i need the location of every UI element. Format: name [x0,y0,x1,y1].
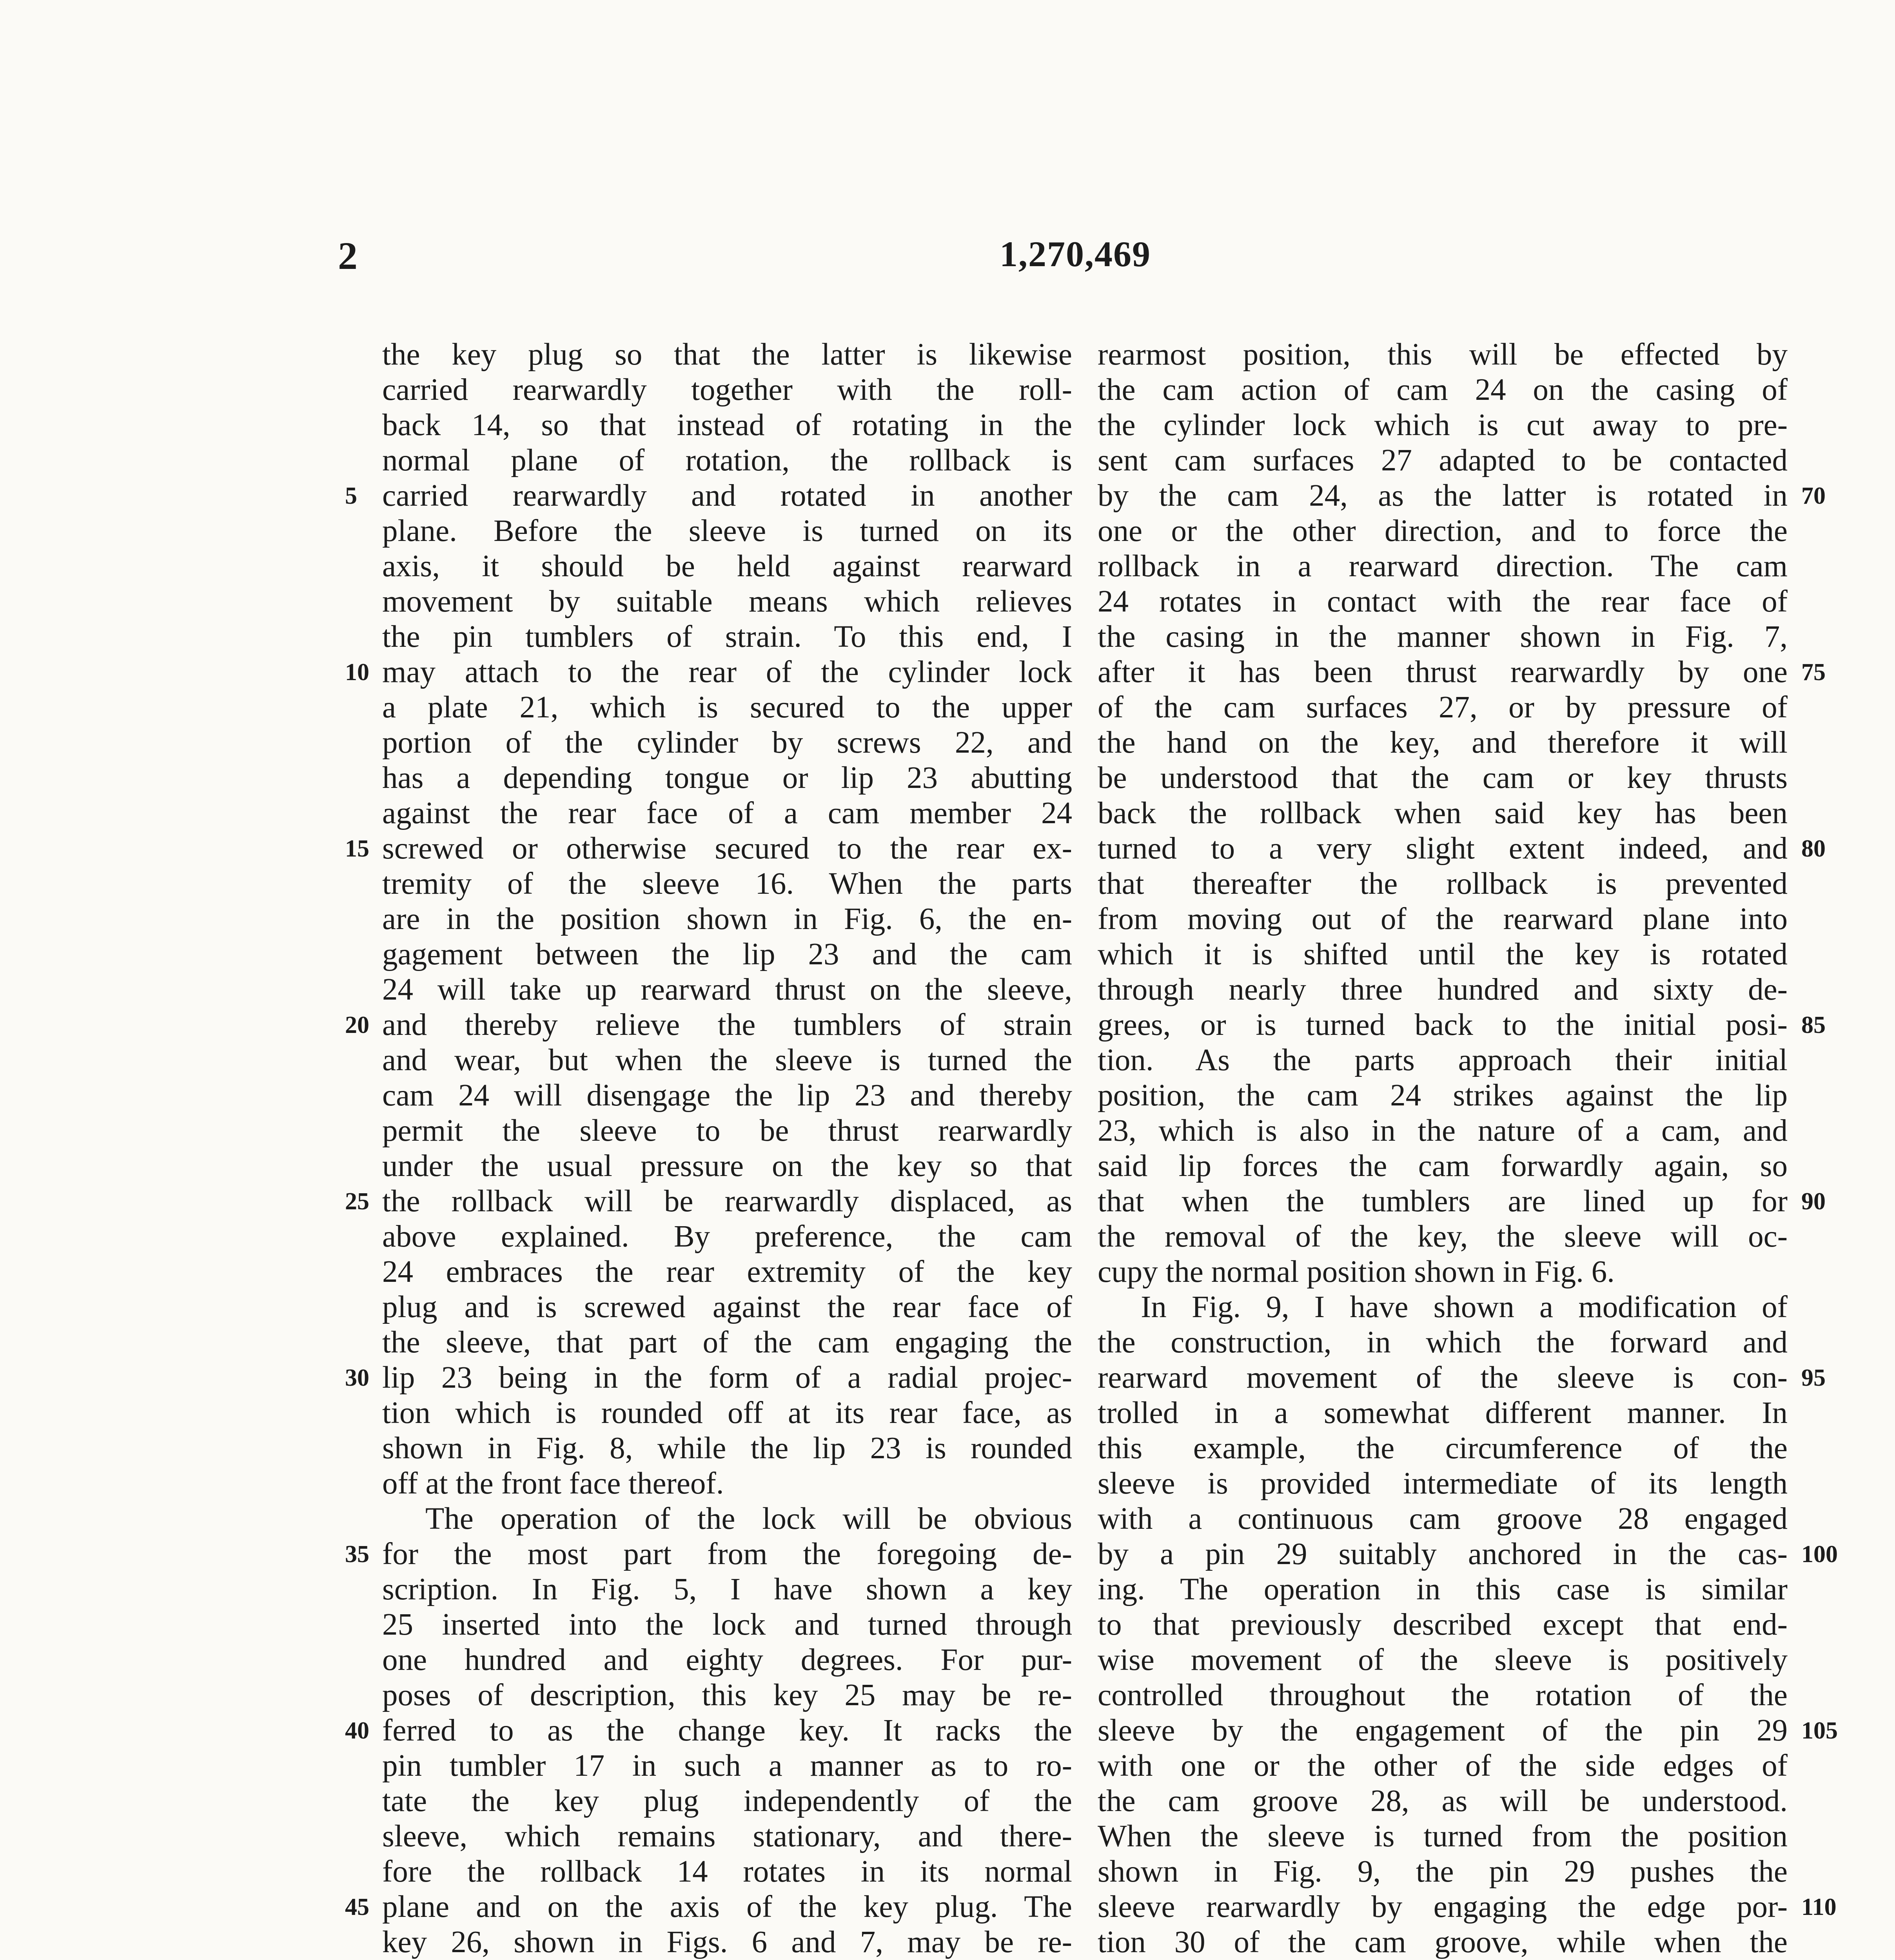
text-line: has a depending tongue or lip 23 abutting [382,761,1072,795]
text-line: tremity of the sleeve 16. When the parts [382,867,1072,901]
line-number: 5 [345,483,357,509]
text-line: one hundred and eighty degrees. For pur- [382,1643,1072,1677]
text-line: that when the tumblers are lined up for [1098,1184,1788,1218]
text-line: sleeve is provided intermediate of its length [1098,1466,1788,1501]
text-line: sleeve by the engagement of the pin 29 [1098,1713,1788,1748]
text-line: tate the key plug independently of the [382,1784,1072,1818]
text-line: one or the other direction, and to force the [1098,514,1788,548]
text-line: the rollback will be rearwardly displaced, as [382,1184,1072,1218]
text-line: rollback in a rearward direction. The cam [1098,549,1788,583]
text-line: the sleeve, that part of the cam engaging the [382,1325,1072,1359]
text-line: wise movement of the sleeve is positively [1098,1643,1788,1677]
text-line: normal plane of rotation, the rollback is [382,443,1072,477]
text-line: and wear, but when the sleeve is turned the [382,1043,1072,1077]
text-line: may attach to the rear of the cylinder lock [382,655,1072,689]
text-line: back the rollback when said key has been [1098,796,1788,830]
text-line: this example, the circumference of the [1098,1431,1788,1465]
line-number: 95 [1801,1365,1826,1391]
text-line: movement by suitable means which relieves [382,584,1072,619]
text-line: rearmost position, this will be effected by [1098,338,1788,372]
text-line: rearward movement of the sleeve is con- [1098,1361,1788,1395]
patent-number: 1,270,469 [1000,234,1151,274]
text-line: the pin tumblers of strain. To this end, I [382,620,1072,654]
text-line: the hand on the key, and therefore it will [1098,726,1788,760]
line-number: 10 [345,659,369,686]
text-line: scription. In Fig. 5, I have shown a key [382,1572,1072,1606]
text-line: cupy the normal position shown in Fig. 6. [1098,1255,1615,1289]
text-line: after it has been thrust rearwardly by one [1098,655,1788,689]
text-line: plane. Before the sleeve is turned on its [382,514,1072,548]
line-number: 20 [345,1012,369,1038]
line-number: 85 [1801,1012,1826,1038]
text-line: the cylinder lock which is cut away to pre- [1098,408,1788,442]
text-line: tion 30 of the cam groove, while when the [1098,1925,1788,1959]
text-line: poses of description, this key 25 may be re- [382,1678,1072,1712]
text-line: to that previously described except that end- [1098,1608,1788,1642]
text-line: carried rearwardly and rotated in another [382,479,1072,513]
text-line: ing. The operation in this case is similar [1098,1572,1788,1606]
line-number: 30 [345,1365,369,1391]
text-line: lip 23 being in the form of a radial projec- [382,1361,1072,1395]
line-number: 15 [345,835,369,862]
line-number: 35 [345,1541,369,1568]
text-line: sent cam surfaces 27 adapted to be contacted [1098,443,1788,477]
line-number: 110 [1801,1894,1837,1920]
text-line: shown in Fig. 9, the pin 29 pushes the [1098,1855,1788,1889]
text-line: 24 will take up rearward thrust on the sleeve, [382,973,1072,1007]
text-line: by a pin 29 suitably anchored in the cas- [1098,1537,1788,1571]
text-line: the construction, in which the forward and [1098,1325,1788,1359]
text-line: trolled in a somewhat different manner. In [1098,1396,1788,1430]
text-line: turned to a very slight extent indeed, and [1098,831,1788,866]
text-line: portion of the cylinder by screws 22, and [382,726,1072,760]
text-line: through nearly three hundred and sixty de- [1098,973,1788,1007]
text-line: for the most part from the foregoing de- [382,1537,1072,1571]
line-number: 40 [345,1717,369,1744]
text-line: cam 24 will disengage the lip 23 and thereby [382,1078,1072,1112]
text-line: back 14, so that instead of rotating in the [382,408,1072,442]
text-line: gagement between the lip 23 and the cam [382,937,1072,971]
text-line: sleeve rearwardly by engaging the edge por- [1098,1890,1788,1924]
text-line: are in the position shown in Fig. 6, the en- [382,902,1072,936]
text-line: tion which is rounded off at its rear face, as [382,1396,1072,1430]
line-number: 100 [1801,1541,1838,1568]
text-line: key 26, shown in Figs. 6 and 7, may be re- [382,1925,1072,1959]
text-line: 24 embraces the rear extremity of the key [382,1255,1072,1289]
text-line: the key plug so that the latter is likewise [382,338,1072,372]
text-line: the cam action of cam 24 on the casing of [1098,373,1788,407]
text-line: grees, or is turned back to the initial posi- [1098,1008,1788,1042]
text-line: the removal of the key, the sleeve will oc- [1098,1220,1788,1254]
line-number: 105 [1801,1717,1838,1744]
text-line: 23, which is also in the nature of a cam, and [1098,1114,1788,1148]
text-line: of the cam surfaces 27, or by pressure of [1098,690,1788,724]
page-number: 2 [338,234,358,278]
text-line: the casing in the manner shown in Fig. 7, [1098,620,1788,654]
line-number: 80 [1801,835,1826,862]
text-line: tion. As the parts approach their initial [1098,1043,1788,1077]
text-line: a plate 21, which is secured to the upper [382,690,1072,724]
text-line: which it is shifted until the key is rotated [1098,937,1788,971]
text-line: above explained. By preference, the cam [382,1220,1072,1254]
text-line: and thereby relieve the tumblers of strain [382,1008,1072,1042]
text-line: against the rear face of a cam member 24 [382,796,1072,830]
text-line: When the sleeve is turned from the position [1098,1819,1788,1853]
text-line: In Fig. 9, I have shown a modification of [1141,1290,1788,1324]
text-line: plug and is screwed against the rear face of [382,1290,1072,1324]
text-line: off at the front face thereof. [382,1466,724,1501]
text-line: under the usual pressure on the key so that [382,1149,1072,1183]
text-line: sleeve, which remains stationary, and there- [382,1819,1072,1853]
text-line: controlled throughout the rotation of the [1098,1678,1788,1712]
text-line: with a continuous cam groove 28 engaged [1098,1502,1788,1536]
text-line: carried rearwardly together with the roll- [382,373,1072,407]
left-text-column [382,337,1072,1960]
text-line: by the cam 24, as the latter is rotated in [1098,479,1788,513]
text-line: position, the cam 24 strikes against the lip [1098,1078,1788,1112]
text-line: plane and on the axis of the key plug. The [382,1890,1072,1924]
line-number: 75 [1801,659,1826,686]
text-line: the cam groove 28, as will be understood. [1098,1784,1788,1818]
text-line: with one or the other of the side edges of [1098,1749,1788,1783]
text-line: The operation of the lock will be obvious [425,1502,1072,1536]
line-number: 45 [345,1894,369,1920]
text-line: said lip forces the cam forwardly again, so [1098,1149,1788,1183]
line-number: 90 [1801,1188,1826,1215]
text-line: pin tumbler 17 in such a manner as to ro- [382,1749,1072,1783]
text-line: from moving out of the rearward plane into [1098,902,1788,936]
text-line: 25 inserted into the lock and turned through [382,1608,1072,1642]
text-line: ferred to as the change key. It racks the [382,1713,1072,1748]
line-number: 25 [345,1188,369,1215]
text-line: that thereafter the rollback is prevented [1098,867,1788,901]
text-line: permit the sleeve to be thrust rearwardly [382,1114,1072,1148]
text-line: be understood that the cam or key thrusts [1098,761,1788,795]
right-text-column [1098,337,1788,1960]
line-number: 70 [1801,483,1826,509]
text-line: 24 rotates in contact with the rear face of [1098,584,1788,619]
text-line: screwed or otherwise secured to the rear ex- [382,831,1072,866]
text-line: shown in Fig. 8, while the lip 23 is rounded [382,1431,1072,1465]
text-line: fore the rollback 14 rotates in its normal [382,1855,1072,1889]
text-line: axis, it should be held against rearward [382,549,1072,583]
